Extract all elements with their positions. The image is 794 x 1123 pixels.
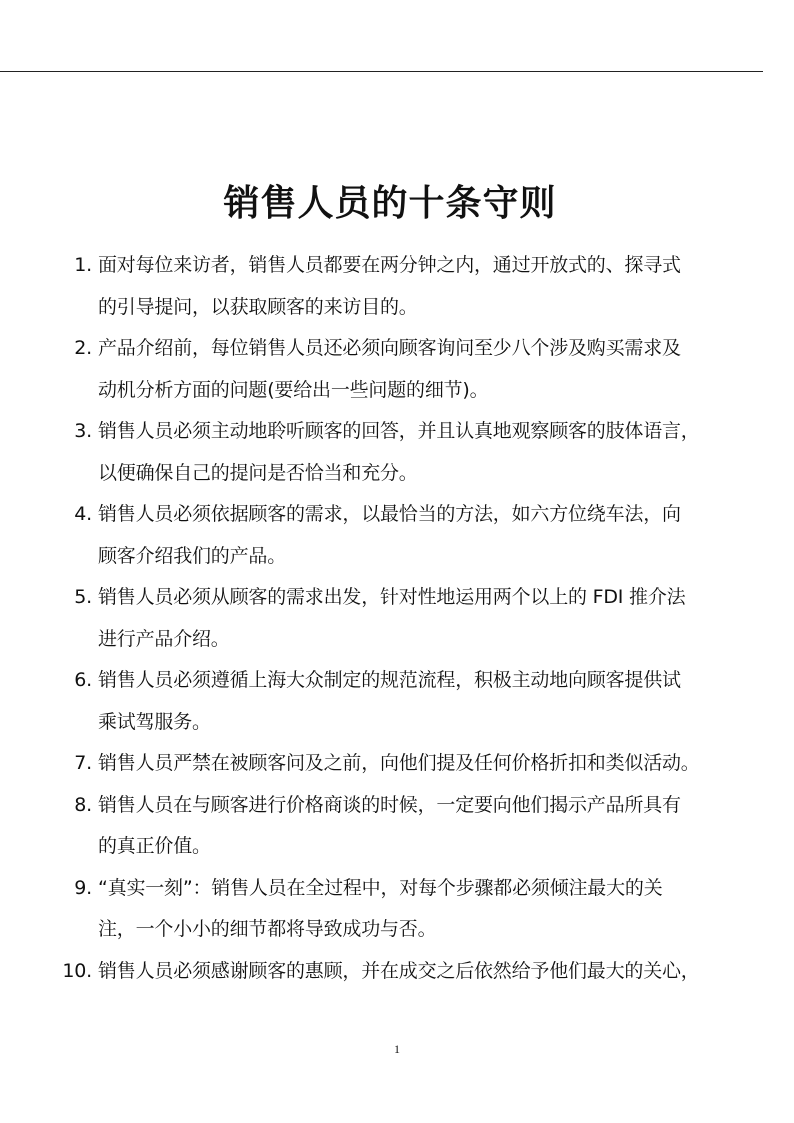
rules-list [60,245,720,992]
rule-item-1 [60,245,720,328]
rule-text-line: 销售人员在与顾客进行价格商谈的时候，一定要向他们揭示产品所具有 [98,793,681,816]
rule-text-line: 动机分析方面的问题(要给出一些问题的细节)。 [98,378,489,401]
rule-text-line: 面对每位来访者，销售人员都要在两分钟之内，通过开放式的、探寻式 [98,254,681,276]
rule-number: 10. [62,959,92,982]
rule-item-8 [60,785,720,868]
rule-text-line: “真实一刻”：销售人员在全过程中，对每个步骤都必须倾注最大的关 [98,876,663,899]
rule-number: 3. [74,420,92,442]
rule-text-line: 顾客介绍我们的产品。 [98,544,287,567]
page-number: 1 [394,1042,400,1056]
rule-item-9 [60,868,720,951]
rule-number: 8. [74,793,92,816]
rule-text-line: 以便确保自己的提问是否恰当和充分。 [98,461,418,484]
rule-item-10 [60,951,720,993]
rule-item-6 [60,660,720,743]
rule-text-line: 的真正价值。 [98,835,211,857]
rule-text-line: 乘试驾服务。 [98,710,211,733]
rule-number: 5. [74,586,92,608]
rule-item-2 [60,328,720,411]
rule-text-line: 产品介绍前，每位销售人员还必须向顾客询问至少八个涉及购买需求及 [98,337,681,359]
rule-number: 7. [74,752,92,774]
rule-text-line: 的引导提问，以获取顾客的来访目的。 [98,295,418,318]
rule-number: 9. [74,876,92,899]
rule-text-line: 注，一个小小的细节都将导致成功与否。 [98,918,437,940]
rule-text-line: 销售人员严禁在被顾客问及之前，向他们提及任何价格折扣和类似活动。 [98,752,700,774]
rule-text-line: 进行产品介绍。 [98,627,230,650]
rule-text-line: 销售人员必须主动地聆听顾客的回答，并且认真地观察顾客的肢体语言， [98,420,700,442]
rule-text-line: 销售人员必须依据顾客的需求，以最恰当的方法，如六方位绕车法，向 [98,503,681,525]
rule-number: 1. [74,254,92,276]
header-divider [0,71,763,72]
rule-number: 6. [74,669,92,691]
rule-item-5 [60,577,720,660]
rule-text-line: 销售人员必须感谢顾客的惠顾，并在成交之后依然给予他们最大的关心， [98,959,700,982]
rule-text-line: 销售人员必须从顾客的需求出发，针对性地运用两个以上的 FDI 推介法 [98,586,686,608]
rule-text-line: 销售人员必须遵循上海大众制定的规范流程，积极主动地向顾客提供试 [98,669,681,691]
rule-item-4 [60,494,720,577]
rule-item-7 [60,743,720,785]
page-title: 销售人员的十条守则 [223,183,557,224]
rule-item-3 [60,411,720,494]
rule-number: 4. [74,503,92,525]
rule-number: 2. [74,337,92,359]
